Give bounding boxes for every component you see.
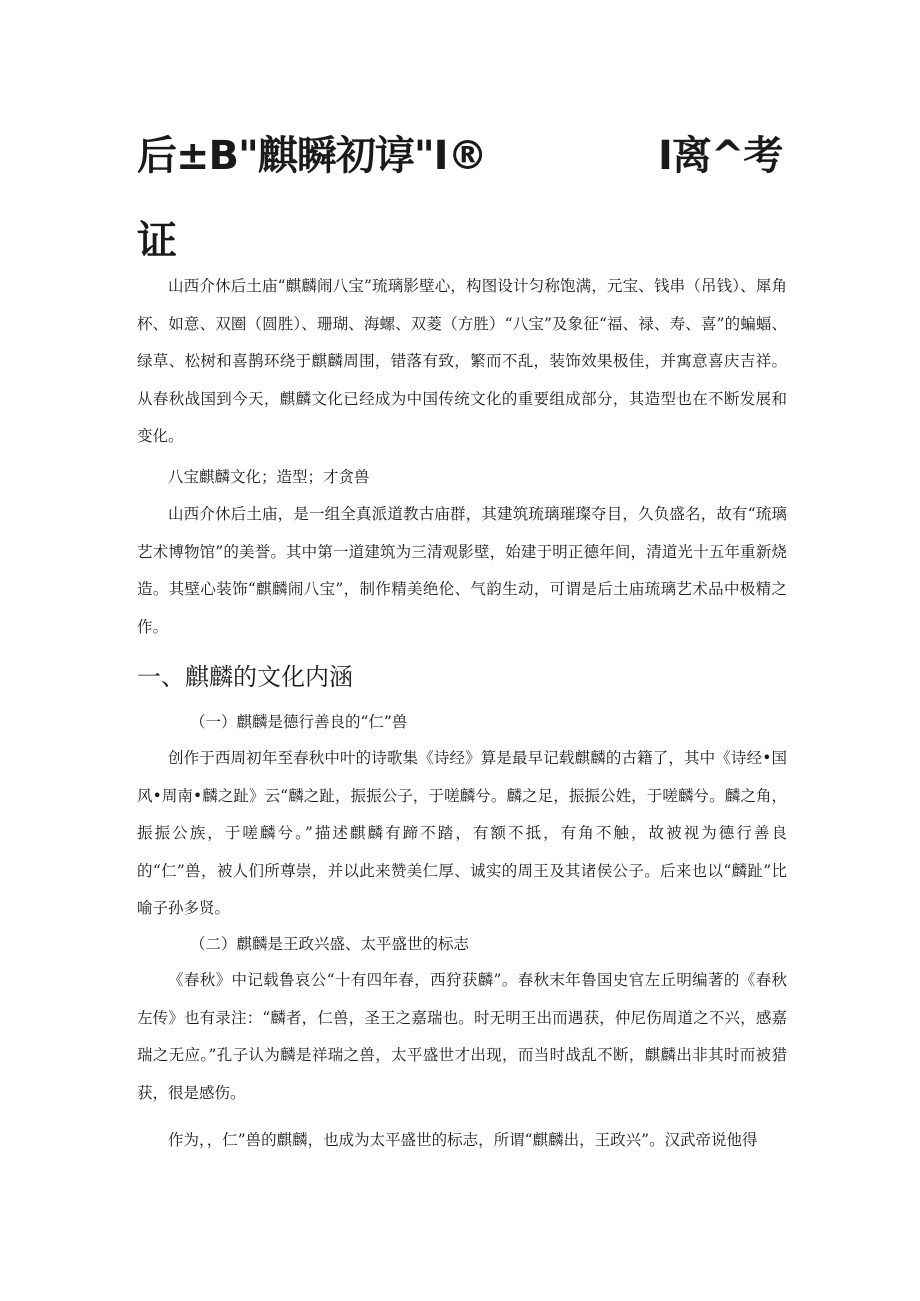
page-title-line2: 证 [137,218,177,264]
keywords-paragraph: 八宝麒麟文化；造型；才贪兽 [168,468,370,486]
title-right: I离^考 [658,133,783,179]
paragraph-sub2: 《春秋》中记载鲁哀公“十有四年春，西狩获麟”。春秋末年鲁国史官左丘明编著的《春秋左传》也有录注：“麟者，仁兽，圣王之嘉瑞也。时无明王出而遇获，仲尼伤周道之不兴，感嘉瑞之无应。”孔子认为麟是祥瑞之兽，太平盛世才出现，而当时战乱不断，麒麟出非其时而被猎获，很是感伤。 [137,971,787,1102]
paragraph-last: 作为，，仁”兽的麒麟，也成为太平盛世的标志，所谓“麒麟出，王政兴”。汉武帝说他得 [168,1131,758,1149]
title-left: 后±B"麒瞬初谆"I® [137,133,487,179]
intro-paragraph: 山西介休后土庙“麒麟闹八宝”琉璃影壁心，构图设计匀称饱满，元宝、钱串（吊钱）、犀角杯、如意、双圈（圆胜）、珊瑚、海螺、双菱（方胜）“八宝”及象征“福、禄、寿、喜”的蝙蝠、绿草、松树和喜鹊环绕于麒麟周围，错落有致，繁而不乱，装饰效果极佳，并寓意喜庆吉祥。从春秋战国到今天，麒麟文化已经成为中国传统文化的重要组成部分，其造型也在不断发展和变化。 [137,277,787,445]
temple-paragraph: 山西介休后土庙，是一组全真派道教古庙群，其建筑琉璃璀璨夺目，久负盛名，故有“琉璃艺术博物馆”的美誉。其中第一道建筑为三清观影壁，始建于明正德年间，清道光十五年重新烧造。其壁心装饰“麒麟闹八宝”，制作精美绝伦、气韵生动，可谓是后土庙琉璃艺术品中极精之作。 [137,505,787,636]
section-title: 一、麒麟的文化内涵 [137,663,353,691]
page-title [137,128,797,184]
subheading-1: （一）麒麟是德行善良的“仁”兽 [190,713,408,731]
paragraph-sub1: 创作于西周初年至春秋中叶的诗歌集《诗经》算是最早记载麒麟的古籍了，其中《诗经•国风•周南•麟之趾》云“麟之趾，振振公子，于嗟麟兮。麟之足，振振公姓，于嗟麟兮。麟之角，振振公族，于嗟麟兮。”描述麒麟有蹄不踏，有额不抵，有角不触，故被视为德行善良的“仁”兽，被人们所尊崇，并以此来赞美仁厚、诚实的周王及其诸侯公子。后来也以“麟趾”比喻子孙多贤。 [137,749,787,917]
subheading-2: （二）麒麟是王政兴盛、太平盛世的标志 [190,935,470,953]
